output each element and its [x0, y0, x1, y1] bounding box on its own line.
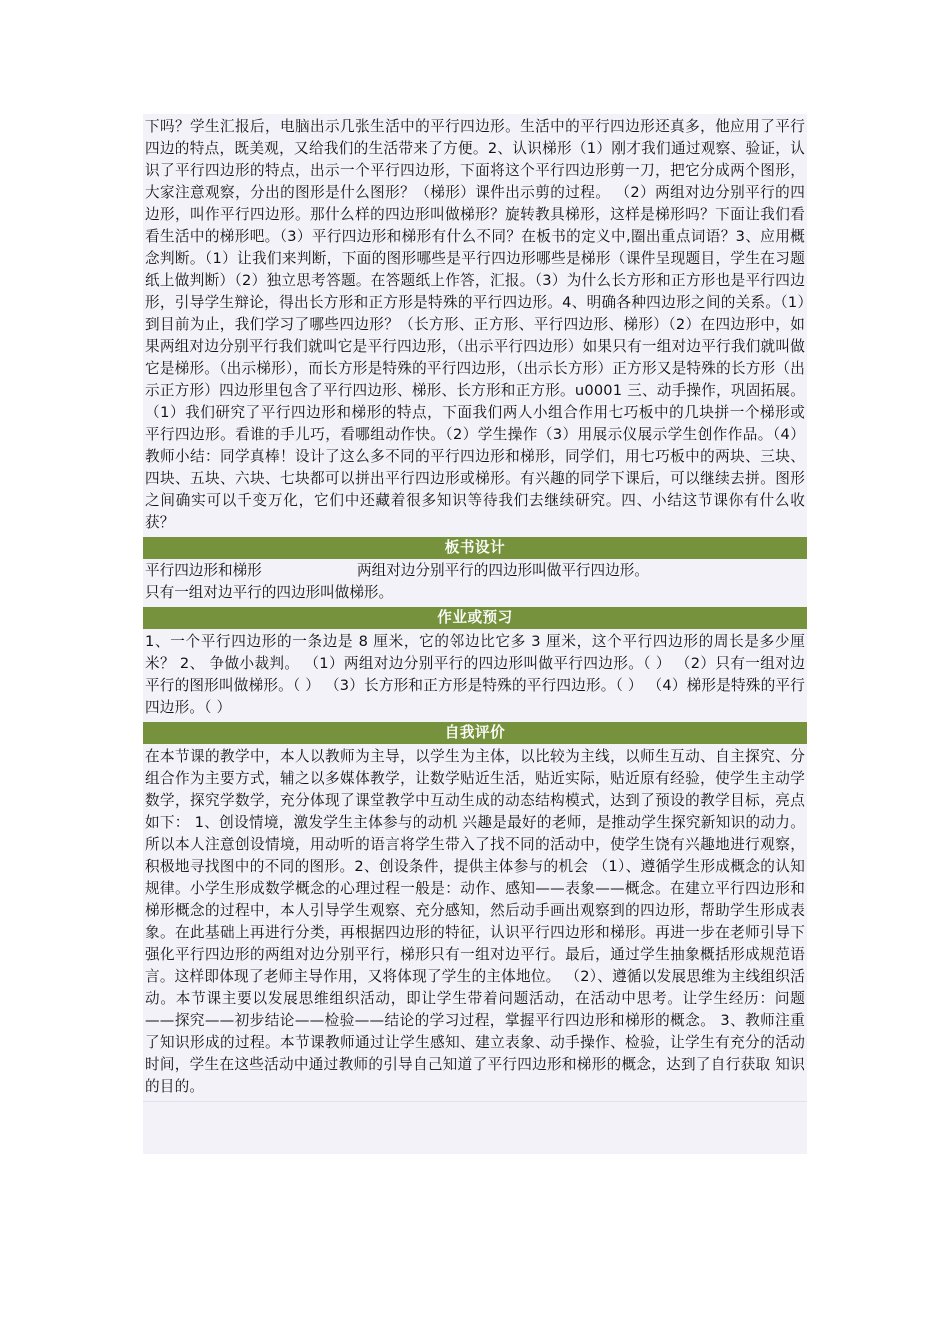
board-design-parallelogram-definition: 两组对边分别平行的四边形叫做平行四边形。 — [357, 562, 649, 579]
homework-text: 1、一个平行四边形的一条边是 8 厘米，它的邻边比它多 3 厘米，这个平行四边形的周长是多少厘米？ 2、 争做小裁判。 （1）两组对边分别平行的四边形叫做平行四边形。（ ） （2）只有一组对边平行的图形叫做梯形。（ ） （3）长方形和正方形是特殊的平行四边形。（ ） （4）梯形是特殊的平行四边形。（ ） — [143, 629, 807, 722]
board-design-trapezoid-definition: 只有一组对边平行的四边形叫做梯形。 — [145, 584, 394, 601]
empty-table-row — [143, 1101, 807, 1154]
board-design-content — [143, 559, 807, 607]
lesson-plan-table — [143, 114, 807, 1154]
lesson-process-text: 下吗？学生汇报后，电脑出示几张生活中的平行四边形。生活中的平行四边形还真多，他应用了平行四边的特点，既美观，又给我们的生活带来了方便。2、认识梯形（1）刚才我们通过观察、验证，认识了平行四边形的特点，出示一个平行四边形，下面将这个平行四边形剪一刀，把它分成两个图形，大家注意观察，分出的图形是什么图形？（梯形）课件出示剪的过程。 （2）两组对边分别平行的四边形，叫作平行四边形。那什么样的四边形叫做梯形？旋转教具梯形，这样是梯形吗？下面让我们看看生活中的梯形吧。（3）平行四边形和梯形有什么不同？在板书的定义中,圈出重点词语？3、应用概念判断。（1）让我们来判断，下面的图形哪些是平行四边形哪些是梯形（课件呈现题目，学生在习题纸上做判断）（2）独立思考答题。在答题纸上作答，汇报。（3）为什么长方形和正方形也是平行四边形，引导学生辩论，得出长方形和正方形是特殊的平行四边形。4、明确各种四边形之间的关系。（1）到目前为止，我们学习了哪些四边形？（长方形、正方形、平行四边形、梯形）（2）在四边形中，如果两组对边分别平行我们就叫它是平行四边形，（出示平行四边形）如果只有一组对边平行我们就叫做它是梯形。（出示梯形），而长方形是特殊的平行四边形，（出示长方形）正方形又是特殊的长方形（出示正方形）四边形里包含了平行四边形、梯形、长方形和正方形。u0001 三、动手操作，巩固拓展。（1）我们研究了平行四边形和梯形的特点，下面我们两人小组合作用七巧板中的几块拼一个梯形或平行四边形。看谁的手儿巧，看哪组动作快。（2）学生操作（3）用展示仪展示学生创作作品。（4）教师小结：同学真棒！设计了这么多不同的平行四边形和梯形，同学们，用七巧板中的两块、三块、四块、五块、六块、七块都可以拼出平行四边形或梯形。有兴趣的同学下课后，可以继续去拼。图形之间确实可以千变万化，它们中还藏着很多知识等待我们去继续研究。四、小结这节课你有什么收获？ — [143, 114, 807, 537]
self-evaluation-header: 自我评价 — [143, 722, 807, 744]
board-design-row — [145, 560, 805, 582]
board-design-header: 板书设计 — [143, 537, 807, 559]
board-design-topic: 平行四边形和梯形 — [145, 562, 262, 579]
self-evaluation-text: 在本节课的教学中，本人以教师为主导，以学生为主体，以比较为主线，以师生互动、自主探究、分组合作为主要方式，辅之以多媒体教学，让数学贴近生活，贴近实际，贴近原有经验，使学生主动学数学，探究学数学，充分体现了课堂教学中互动生成的动态结构模式，达到了预设的教学目标，亮点如下： 1、创设情境，激发学生主体参与的动机 兴趣是最好的老师，是推动学生探究新知识的动力。所以本人注意创设情境，用动听的语言将学生带入了找不同的活动中，使学生饶有兴趣地进行观察，积极地寻找图中的不同的图形。2、创设条件，提供主体参与的机会 （1）、遵循学生形成概念的认知规律。小学生形成数学概念的心理过程一般是：动作、感知——表象——概念。在建立平行四边形和梯形概念的过程中，本人引导学生观察、充分感知，然后动手画出观察到的四边形，帮助学生形成表象。在此基础上再进行分类，再根据四边形的特征，认识平行四边形和梯形。再进一步在老师引导下强化平行四边形的两组对边分别平行，梯形只有一组对边平行。最后，通过学生抽象概括形成规范语言。这样即体现了老师主导作用，又将体现了学生的主体地位。 （2）、遵循以发展思维为主线组织活动。本节课主要以发展思维组织活动，即让学生带着问题活动，在活动中思考。让学生经历：问题——探究——初步结论——检验——结论的学习过程，掌握平行四边形和梯形的概念。 3、教师注重了知识形成的过程。本节课教师通过让学生感知、建立表象、动手操作、检验，让学生有充分的活动时间，学生在这些活动中通过教师的引导自己知道了平行四边形和梯形的概念，达到了自行获取 知识的目的。 — [143, 744, 807, 1101]
homework-header: 作业或预习 — [143, 607, 807, 629]
